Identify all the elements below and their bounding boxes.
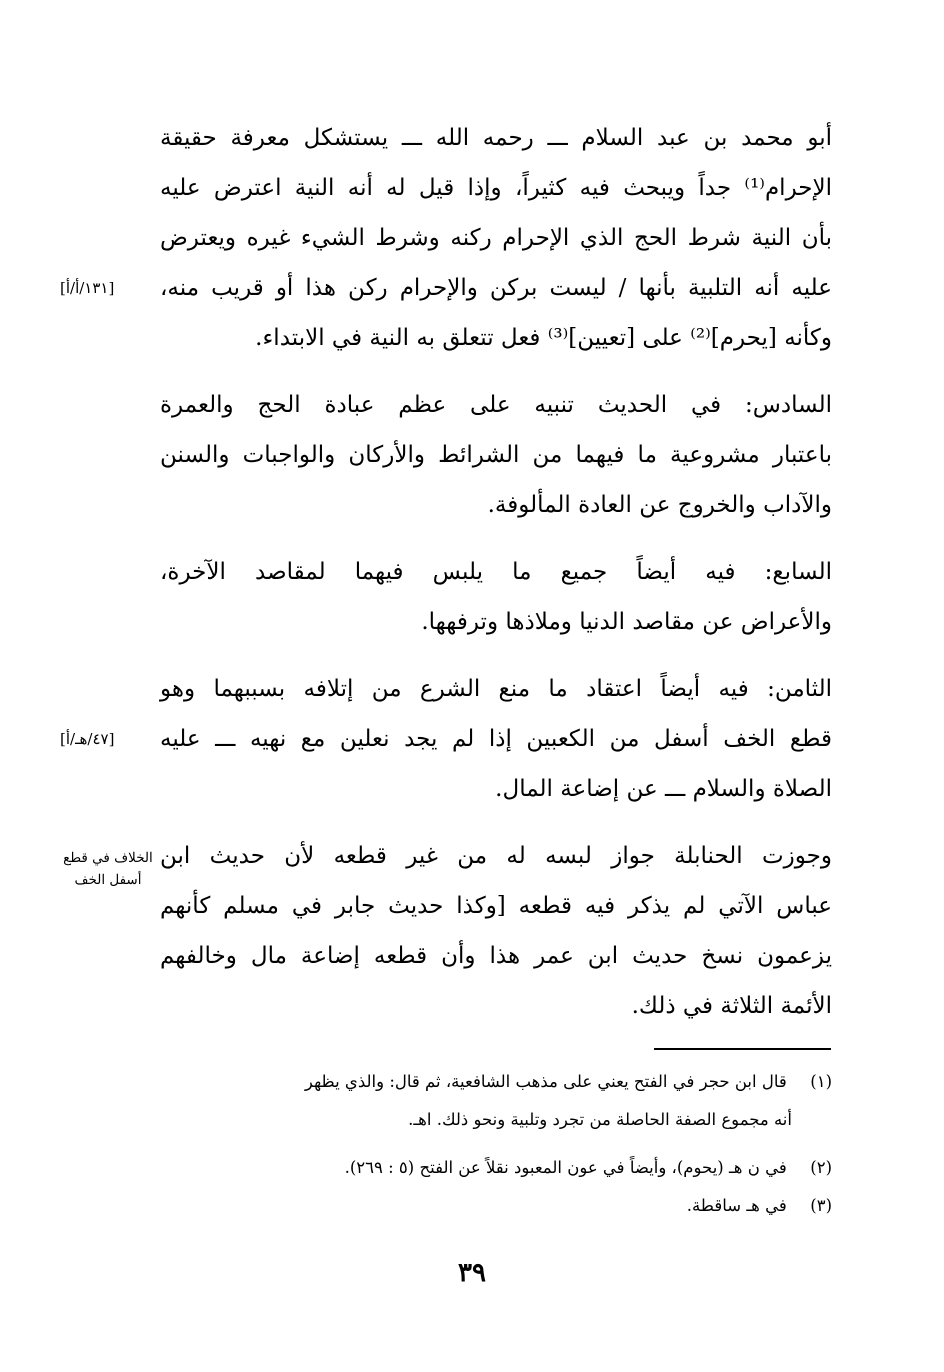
margin-note-line: الخلاف في قطع	[63, 850, 153, 866]
text-line: الصلاة والسلام ـــ عن إضاعة المال.	[495, 776, 832, 802]
text-line: السادس: في الحديث تنبيه على عظم عبادة الحج والعمرة	[160, 392, 832, 418]
footnote-number: (٣)	[810, 1196, 832, 1215]
text-line: يزعمون نسخ حديث ابن عمر هذا وأن قطعه إضاعة مال وخالفهم	[160, 943, 832, 969]
text-line: وكأنه [يحرم]⁽²⁾ على [تعيين]⁽³⁾ فعل تتعلق به النية في الابتداء.	[255, 325, 832, 351]
text-line: الأئمة الثلاثة في ذلك.	[631, 993, 832, 1019]
page-number: ٣٩	[458, 1258, 486, 1288]
footnote-number: (١)	[810, 1072, 832, 1091]
footnote	[160, 1068, 832, 1096]
text-line: الثامن: فيه أيضاً اعتقاد ما منع الشرع من إتلافه بسببهما وهو	[160, 676, 832, 702]
text-line: عباس الآتي لم يذكر فيه قطعه [وكذا حديث جابر في مسلم كأنهم	[160, 893, 832, 919]
footnote	[160, 1192, 832, 1220]
footnote-continuation: أنه مجموع الصفة الحاصلة من تجرد وتلبية ونحو ذلك. اهـ.	[408, 1110, 792, 1129]
text-line: وجوزت الحنابلة جواز لبسه له من غير قطعه لأن حديث ابن	[160, 843, 832, 869]
text-line: والأعراض عن مقاصد الدنيا وملاذها وترفهها.	[421, 609, 832, 635]
manuscript-folio-ref: [١٣١/أ/أ]	[60, 279, 115, 297]
text-line: باعتبار مشروعية ما فيهما من الشرائط والأركان والواجبات والسنن	[160, 442, 832, 468]
footnote-number: (٢)	[810, 1158, 832, 1177]
text-line: بأن النية شرط الحج الذي الإحرام ركنه وشرط الشيء غيره ويعترض	[160, 225, 832, 251]
margin-note-line: أسفل الخف	[74, 872, 142, 888]
footnote-text: قال ابن حجر في الفتح يعني على مذهب الشافعية، ثم قال: والذي يظهر	[304, 1072, 787, 1091]
margin-note	[58, 847, 158, 891]
footnote-text: في ن هـ (يحوم)، وأيضاً في عون المعبود نقلاً عن الفتح (٥ : ٢٦٩).	[344, 1158, 787, 1177]
text-line: قطع الخف أسفل من الكعبين إذا لم يجد نعلين مع نهيه ـــ عليه	[160, 726, 832, 752]
text-line: السابع: فيه أيضاً جميع ما يلبس فيهما لمقاصد الآخرة،	[160, 559, 832, 585]
text-line: عليه أنه التلبية بأنها / ليست بركن والإحرام ركن هذا أو قريب منه،	[160, 275, 832, 301]
footnote-separator	[654, 1048, 831, 1050]
text-line: الإحرام⁽¹⁾ جداً ويبحث فيه كثيراً، وإذا قيل له أنه النية اعترض عليه	[160, 175, 832, 201]
footnote	[160, 1154, 832, 1182]
text-line: أبو محمد بن عبد السلام ـــ رحمه الله ـــ يستشكل معرفة حقيقة	[160, 125, 832, 151]
text-line: والآداب والخروج عن العادة المألوفة.	[487, 492, 832, 518]
footnote-text: في هـ ساقطة.	[686, 1196, 787, 1215]
manuscript-folio-ref: [٤٧/هـ/أ]	[60, 730, 115, 748]
